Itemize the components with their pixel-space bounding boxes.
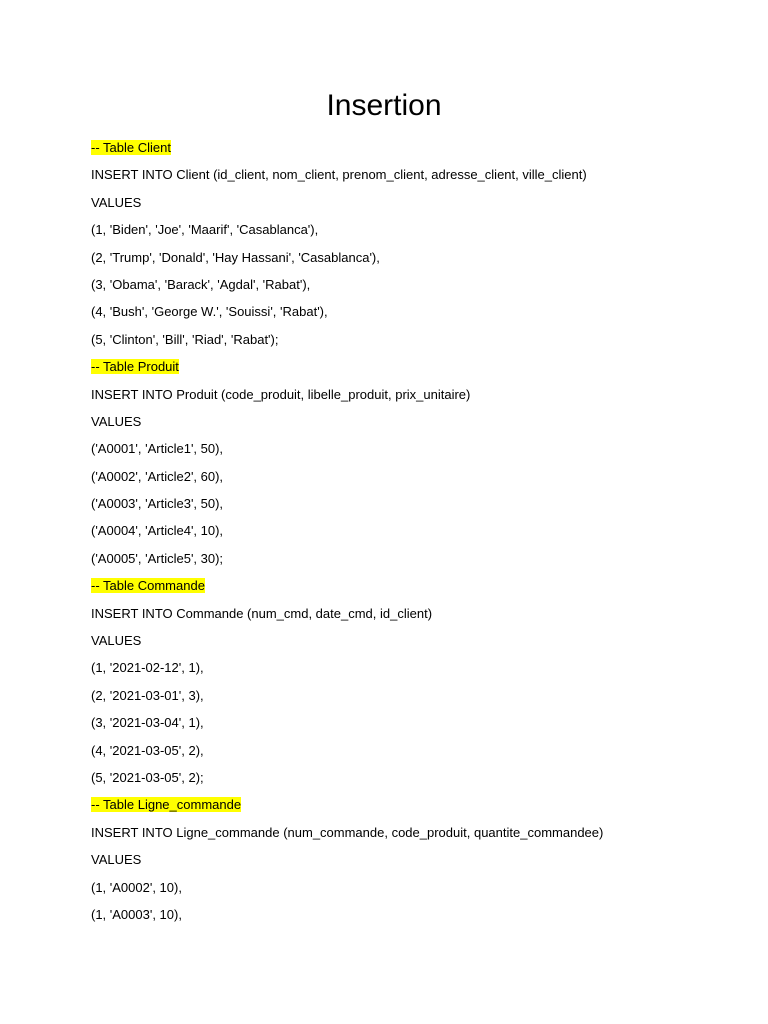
- code-line: [91, 463, 711, 490]
- code-line: [91, 874, 711, 901]
- code-line-text: INSERT INTO Produit (code_produit, libelle_produit, prix_unitaire): [91, 386, 471, 402]
- section-comment: [91, 134, 711, 161]
- section-comment: [91, 572, 711, 599]
- code-line: [91, 901, 711, 928]
- code-line-text: (1, 'A0003', 10),: [91, 906, 182, 922]
- code-line: [91, 244, 711, 271]
- code-line: [91, 271, 711, 298]
- code-line: [91, 682, 711, 709]
- code-line-text: INSERT INTO Commande (num_cmd, date_cmd, id_client): [91, 605, 433, 621]
- code-line-text: (4, 'Bush', 'George W.', 'Souissi', 'Rabat'),: [91, 304, 328, 320]
- code-line: [91, 627, 711, 654]
- code-line-text: (5, 'Clinton', 'Bill', 'Riad', 'Rabat');: [91, 331, 279, 347]
- code-line: [91, 737, 711, 764]
- code-line-text: (2, 'Trump', 'Donald', 'Hay Hassani', 'Casablanca'),: [91, 249, 380, 265]
- code-line-text: (5, '2021-03-05', 2);: [91, 769, 204, 785]
- code-line: [91, 764, 711, 791]
- code-line-text: ('A0005', 'Article5', 30);: [91, 550, 224, 566]
- code-line: [91, 216, 711, 243]
- section-comment-text: -- Table Produit: [91, 359, 179, 375]
- code-line-text: ('A0001', 'Article1', 50),: [91, 441, 224, 457]
- document-body: [91, 134, 711, 928]
- code-line-text: (3, 'Obama', 'Barack', 'Agdal', 'Rabat'),: [91, 276, 311, 292]
- code-line: [91, 545, 711, 572]
- code-line-text: VALUES: [91, 852, 142, 868]
- code-line: [91, 600, 711, 627]
- code-line-text: VALUES: [91, 194, 142, 210]
- section-comment-text: -- Table Client: [91, 140, 171, 155]
- code-line: [91, 435, 711, 462]
- code-line-text: ('A0004', 'Article4', 10),: [91, 523, 224, 539]
- code-line-text: (4, '2021-03-05', 2),: [91, 742, 204, 758]
- code-line: [91, 408, 711, 435]
- code-line-text: (1, 'Biden', 'Joe', 'Maarif', 'Casablanca'),: [91, 222, 319, 238]
- code-line: [91, 846, 711, 873]
- code-line-text: (3, '2021-03-04', 1),: [91, 715, 204, 731]
- code-line-text: ('A0002', 'Article2', 60),: [91, 468, 224, 484]
- code-line: [91, 381, 711, 408]
- section-comment: [91, 353, 711, 380]
- code-line: [91, 189, 711, 216]
- code-line-text: (1, '2021-02-12', 1),: [91, 660, 204, 676]
- code-line: [91, 709, 711, 736]
- code-line: [91, 161, 711, 188]
- code-line: [91, 490, 711, 517]
- code-line: [91, 326, 711, 353]
- code-line: [91, 298, 711, 325]
- code-line-text: (1, 'A0002', 10),: [91, 879, 182, 895]
- code-line-text: VALUES: [91, 633, 142, 649]
- section-comment-text: -- Table Commande: [91, 578, 205, 594]
- code-line-text: ('A0003', 'Article3', 50),: [91, 496, 224, 512]
- section-comment-text: -- Table Ligne_commande: [91, 797, 242, 813]
- page-title: Insertion: [326, 89, 442, 122]
- code-line-text: INSERT INTO Client (id_client, nom_client, prenom_client, adresse_client, ville_client): [91, 167, 587, 183]
- code-line: [91, 819, 711, 846]
- code-line-text: VALUES: [91, 413, 142, 429]
- code-line: [91, 517, 711, 544]
- code-line: [91, 654, 711, 681]
- code-line-text: INSERT INTO Ligne_commande (num_commande, code_produit, quantite_commandee): [91, 824, 604, 840]
- code-line-text: (2, '2021-03-01', 3),: [91, 687, 204, 703]
- section-comment: [91, 791, 711, 818]
